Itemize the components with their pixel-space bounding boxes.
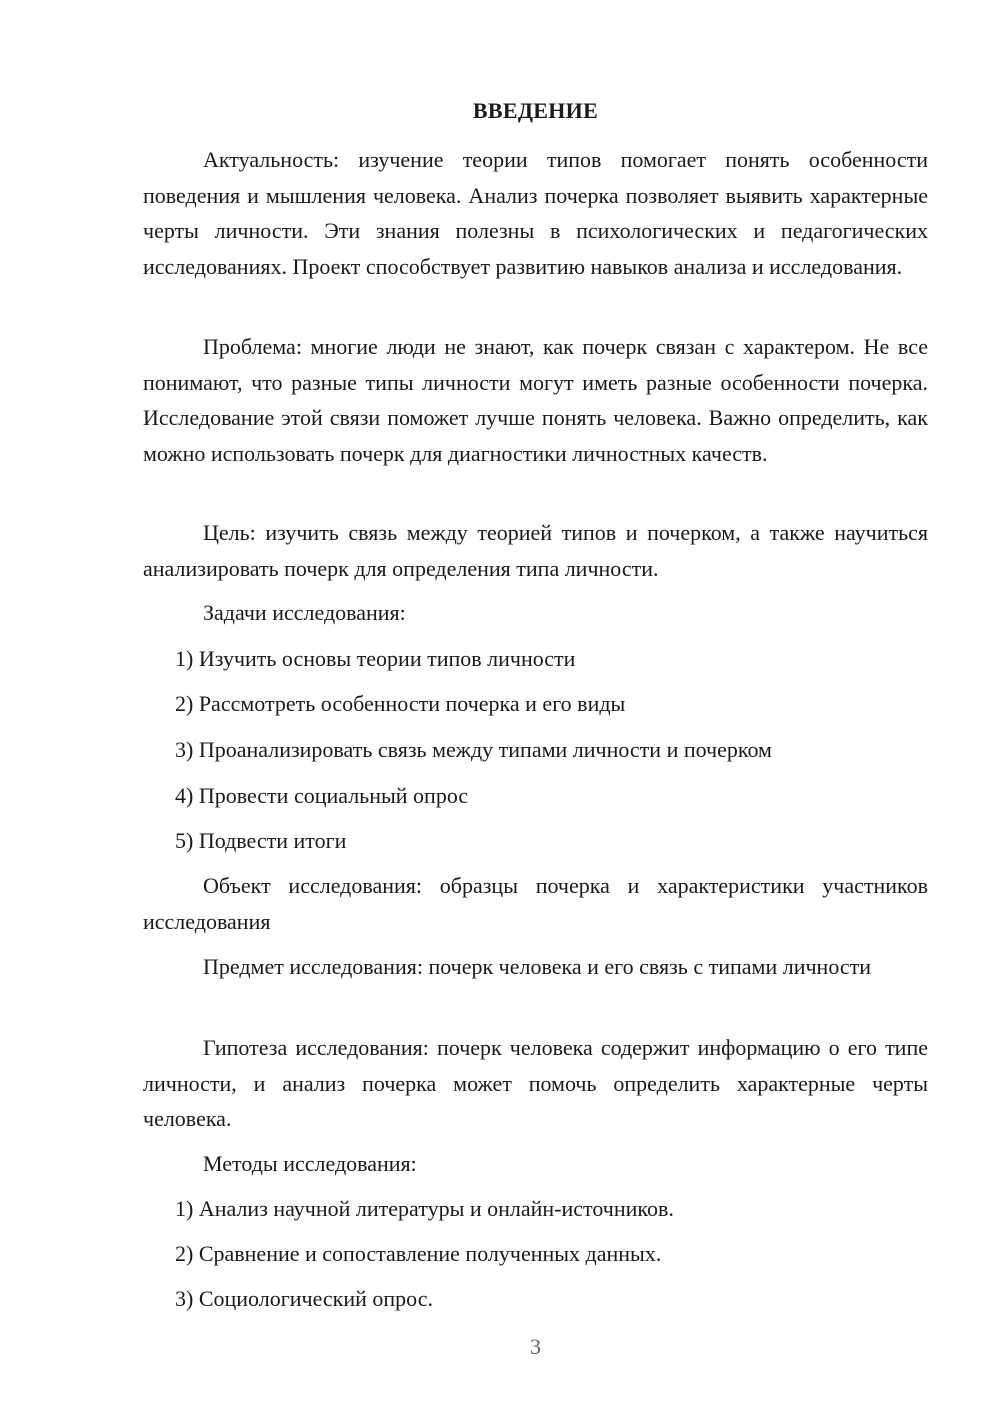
task-item: 4) Провести социальный опрос (175, 783, 469, 808)
tasks-heading: Задачи исследования: (203, 600, 406, 625)
task-item: 3) Проанализировать связь между типами личности и почерком (175, 737, 772, 762)
method-item: 3) Социологический опрос. (175, 1286, 433, 1311)
object-paragraph: Объект исследования: образцы почерка и характеристики участников исследования (143, 873, 928, 934)
method-item: 2) Сравнение и сопоставление полученных данных. (175, 1241, 662, 1266)
page-number: 3 (530, 1334, 541, 1359)
task-item: 1) Изучить основы теории типов личности (175, 646, 576, 671)
hypothesis-paragraph: Гипотеза исследования: почерк человека содержит информацию о его типе личности, и анализ почерка может помочь определить характерные черты человека. (143, 1035, 928, 1131)
page-title: ВВЕДЕНИЕ (472, 98, 599, 123)
task-item: 5) Подвести итоги (175, 828, 347, 853)
subject-paragraph: Предмет исследования: почерк человека и его связь с типами личности (203, 954, 872, 979)
task-item: 2) Рассмотреть особенности почерка и его виды (175, 691, 626, 716)
method-item: 1) Анализ научной литературы и онлайн-источников. (175, 1196, 674, 1221)
goal-paragraph: Цель: изучить связь между теорией типов и почерком, а также научиться анализировать почерк для определения типа личности. (143, 520, 928, 581)
problem-paragraph: Проблема: многие люди не знают, как почерк связан с характером. Не все понимают, что разные типы личности могут иметь разные особенности почерка. Исследование этой связи поможет лучше понять человека. Важно определить, как можно использовать почерк для диагностики личностных качеств. (143, 334, 928, 466)
relevance-paragraph: Актуальность: изучение теории типов помогает понять особенности поведения и мышления человека. Анализ почерка позволяет выявить характерные черты личности. Эти знания полезны в психологических и педагогических исследованиях. Проект способствует развитию навыков анализа и исследования. (143, 147, 928, 279)
methods-heading: Методы исследования: (203, 1151, 417, 1176)
